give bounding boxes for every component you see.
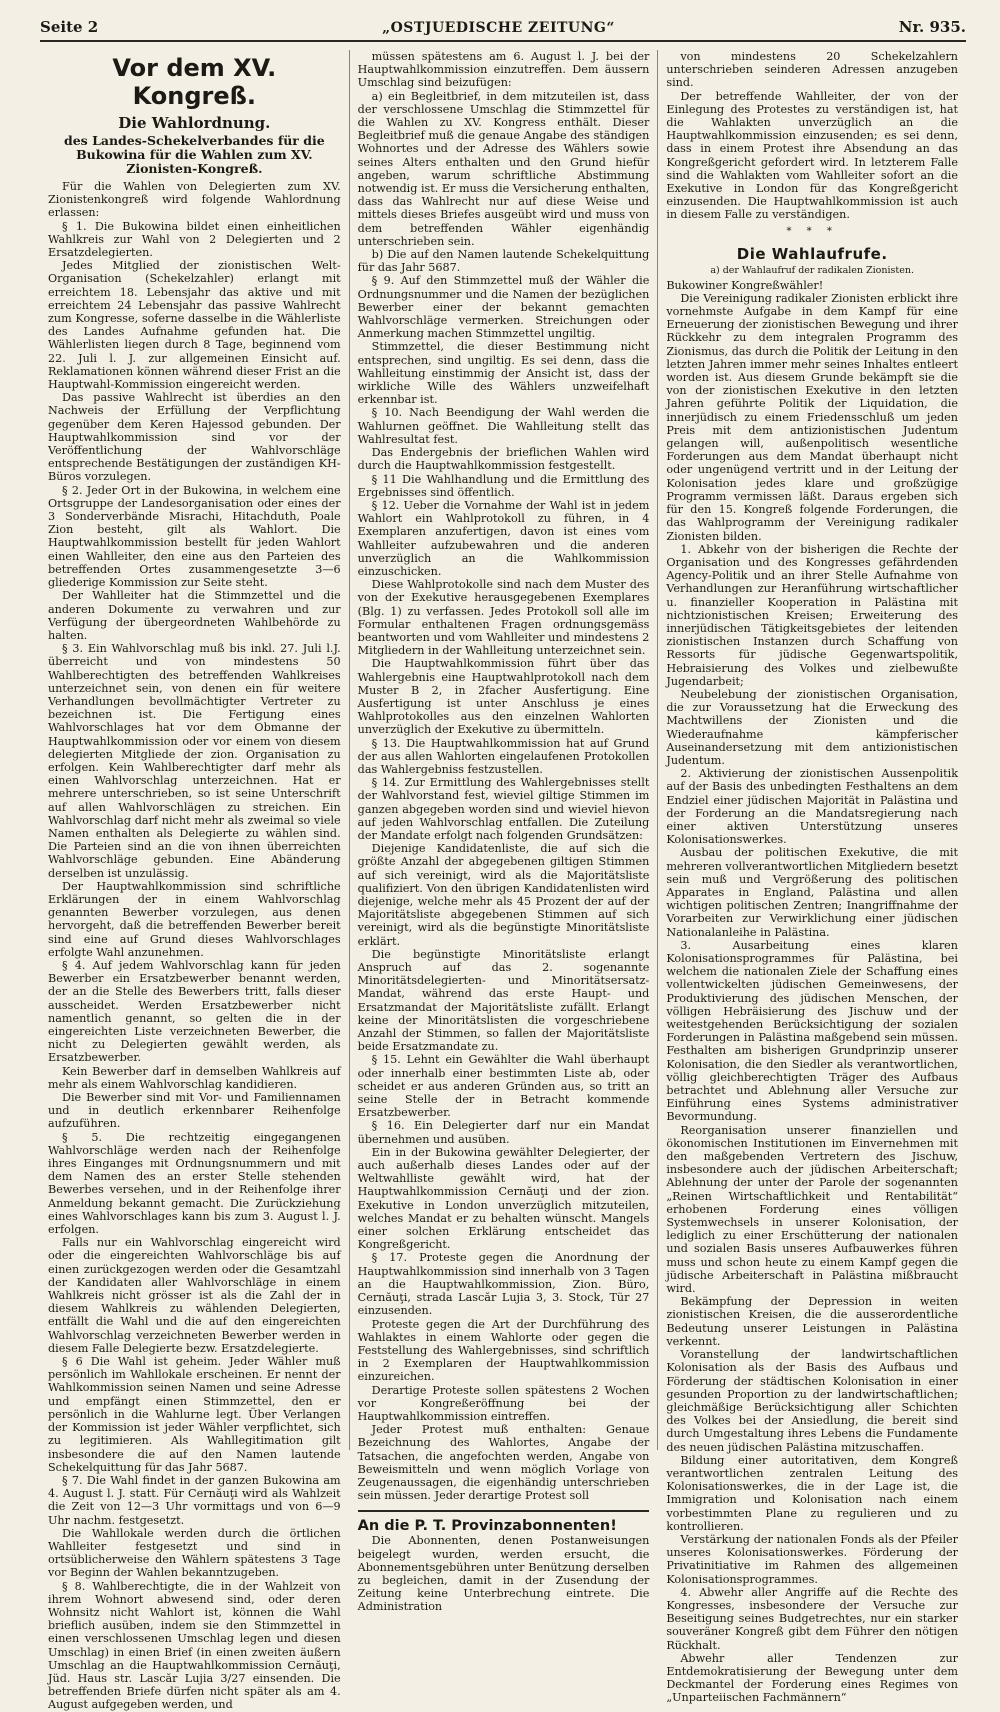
paragraph: Proteste gegen die Art der Durchführung des Wahlaktes in einem Wahlorte oder gegen die Feststellung des Wahlergebnisses, sind schriftlich in 2 Exemplaren der Hauptwahlkommission einzureichen. <box>357 1317 650 1384</box>
notice-title: An die P. T. Provinzabonnenten! <box>358 1510 650 1534</box>
paragraph: Bekämpfung der Depression in weiten zionistischen Kreisen, die die ausserordentliche Bedeutung unserer Leistungen in Palästina verkennt. <box>666 1295 958 1348</box>
paragraph: § 5. Die rechtzeitig eingegangenen Wahlvorschläge werden nach der Reihenfolge ihres Einganges mit Ordnungsnummern und mit dem Namen des an erster Stelle stehenden Bewerbes versehen, und in der Reihenfolge ihrer Anmeldung bekannt gemacht. Die Zurückziehung eines Wahlvorschlages kann bis zum 3. August l. J. erfolgen. <box>48 1130 341 1237</box>
paragraph: Stimmzettel, die dieser Bestimmung nicht entsprechen, sind ungiltig. Es sei denn, dass die Wahlleitung einstimmig der Ansicht ist, dass der wirkliche Wille des Wählers unzweifelhaft erkennbar ist. <box>357 340 650 407</box>
paragraph: Die begünstigte Minoritätsliste erlangt Anspruch auf das 2. sogenannte Minoritätsdelegierten- und Minoritätsersatz-Mandat, während das erste Haupt- und Ersatzmandat der Majoritätsliste zufällt. Erlangt keine der Minoritätslisten die vorgeschriebene Anzahl der Stimmen, so fallen der Majoritätsliste beide Ersatzmandate zu. <box>357 947 650 1054</box>
paragraph: Kein Bewerber darf in demselben Wahlkreis auf mehr als einem Wahlvorschlag kandidieren. <box>48 1064 341 1091</box>
newspaper-title: „OSTJUEDISCHE ZEITUNG“ <box>382 20 615 36</box>
section-subtitle: a) der Wahlaufruf der radikalen Zionisten. <box>710 264 914 276</box>
paragraph: von mindestens 20 Schekelzahlern unterschrieben seinderen Adressen anzugeben sind. <box>666 50 958 90</box>
paragraph: § 13. Die Hauptwahlkommission hat auf Grund der aus allen Wahlorten eingelaufenen Protokollen das Wahlergebniss festzustellen. <box>357 736 650 776</box>
paragraph: b) Die auf den Namen lautende Schekelquittung für das Jahr 5687. <box>357 248 650 275</box>
salutation: Bukowiner Kongreßwähler! <box>666 278 824 292</box>
paragraph: Derartige Proteste sollen spätestens 2 Wochen vor Kongreßeröffnung bei der Hauptwahlkommission eintreffen. <box>357 1383 650 1423</box>
paragraph: § 2. Jeder Ort in der Bukowina, in welchem eine Ortsgruppe der Landesorganisation oder eines der 3 Sonderverbände Misrachi, Hitachduth, Poale Zion besteht, gilt als Wahlort. Die Hauptwahlkommission bestellt für jeden Wahlort einen Wahlleiter, den eine aus den Parteien des betreffenden Ortes zusammengesetzte 3—6 gliederige Kommission zur Seite steht. <box>48 483 341 590</box>
paragraph: Das Endergebnis der brieflichen Wahlen wird durch die Hauptwahlkommission festgestellt. <box>357 446 650 473</box>
paragraph: 2. Aktivierung der zionistischen Aussenpolitik auf der Basis des unbedingten Festhaltens an dem Endziel einer jüdischen Majorität in Palästina und der Forderung an die Mandatsregierung nach einer aktiven Unterstützung unseres Kolonisationswerkes. <box>666 767 958 847</box>
paragraph: Abwehr aller Tendenzen zur Entdemokratisierung der Bewegung unter dem Deckmantel der Forderung eines Regimes von „Unparteiischen Fachmännern“ <box>666 1651 958 1705</box>
paragraph: § 3. Ein Wahlvorschlag muß bis inkl. 27. Juli l.J. überreicht und von mindestens 50 Wahlberechtigten des betreffenden Wahlkreises unterzeichnet sein, von denen ein für weitere Verhandlungen bevollmächtigter Vertreter zu bezeichnen ist. Die Fertigung eines Wahlvorschlages hat vor dem Obmanne der Hauptwahlkommission oder vor einem von diesem delegierten Mitgliede der zion. Organisation zu erfolgen. Kein Wahlberechtigter darf mehr als einen Wahlvorschlag unterzeichnen. Hat er mehrere unterschrieben, so ist seine Unterschrift auf allen Wahlvorschlägen zu streichen. Ein Wahlvorschlag darf nicht mehr als zweimal so viele Namen enthalten als Delegierte zu wählen sind. Die Parteien sind an die von ihnen überreichten Wahlvorschläge gebunden. Eine Abänderung derselben ist unzulässig. <box>48 642 341 880</box>
paragraph: § 6 Die Wahl ist geheim. Jeder Wähler muß persönlich im Wahllokale erscheinen. Er nennt der Wahlkommission seinen Namen und seine Adresse und empfängt einen Stimmzettel, den er persönlich in die Wahlurne legt. Über Verlangen der Kommission ist jeder Wähler verpflichtet, sich zu legitimieren. Als Wahllegitimation gilt insbesondere die auf den Namen lautende Schekelquittung für das Jahr 5687. <box>48 1355 341 1474</box>
columns <box>40 50 966 1712</box>
paragraph: Jedes Mitglied der zionistischen Welt-Organisation (Schekelzahler) erlangt mit erreichtem 18. Lebensjahr das aktive und mit erreichtem 24 Lebensjahr das passive Wahlrecht zum Kongresse, soferne dasselbe in die Wählerliste des Landes Aufnahme gefunden hat. Die Wählerlisten liegen durch 8 Tage, beginnend vom 22. Juli l. J. zur allgemeinen Einsicht auf. Reklamationen können während dieser Frist an die Hauptwahl-Kommission eingereicht werden. <box>48 259 341 392</box>
paragraph: Ausbau der politischen Exekutive, die mit mehreren vollverantwortlichen Mitgliedern besetzt sein muß und Vergrößerung des politischen Apparates in England, Palästina und allen wichtigen politischen Zentren; Inangriffnahme der Vorarbeiten zur Verwirklichung einer jüdischen Nationalanleihe in Palästina. <box>666 846 958 939</box>
column-1-body <box>48 180 341 1712</box>
article-subhead: des Landes-Schekelverbandes für die Bukowina für die Wahlen zum XV. Zionisten-Kongreß. <box>63 133 325 176</box>
section-title: Die Wahlaufrufe. <box>736 244 888 263</box>
article-title: Vor dem XV. Kongreß. <box>112 54 277 110</box>
paragraph: Ein in der Bukowina gewählter Delegierter, der auch außerhalb dieses Landes oder auf der Weltwahlliste gewählt wird, hat der Hauptwahlkommission Cernăuţi und der zion. Exekutive in London unverzüglich mitzuteilen, welches Mandat er zu behalten wünscht. Mangels einer solchen Erklärung entscheidet das Kongreßgericht. <box>357 1145 650 1252</box>
paragraph: Reorganisation unserer finanziellen und ökonomischen Institutionen im Einvernehmen mit den maßgebenden Vertretern des Jischuw, insbesondere auch der jüdischen Arbeiterschaft; Ablehnung der unter der Parole der sogenannten „Reinen Wirtschaftlichkeit und Rentabilität“ erhobenen Forderung eines völligen Systemwechsels in unserer Kolonisation, der lediglich zu einer Erschütterung der nationalen und sozialen Basis unseres Aufbauwerkes führen muss und schon heute zu einem Kampf gegen die jüdische Arbeiterschaft in Palästina mißbraucht wird. <box>666 1123 958 1296</box>
issue-number: Nr. 935. <box>898 18 966 36</box>
paragraph: § 1. Die Bukowina bildet einen einheitlichen Wahlkreis zur Wahl von 2 Delegierten und 2 Ersatzdelegierten. <box>48 219 341 260</box>
section-divider: * * * <box>786 225 838 237</box>
paragraph: Die Bewerber sind mit Vor- und Familiennamen und in deutlich erkennbarer Reihenfolge aufzuführen. <box>48 1091 341 1131</box>
paragraph: Jeder Protest muß enthalten: Genaue Bezeichnung des Wahlortes, Angabe der Tatsachen, die angefochten werden, Angabe von Beweismitteln und wenn möglich Vorlage von Zeugenaussagen, die eigenhändig unterschrieben sein müssen. Jeder derartige Protest soll <box>357 1423 650 1503</box>
paragraph: Der betreffende Wahlleiter, der von der Einlegung des Protestes zu verständigen ist, hat die Wahlakten unverzüglich an die Hauptwahlkommission einzusenden; es sei denn, dass in einem Protest ihre Absendung an das Kongreßgericht gefordert wird. In letzterem Falle sind die Wahlakten vom Wahlleiter sofort an die Exekutive in London für das Kongreßgericht einzusenden. Die Hauptwahlkommission ist auch in diesem Falle zu verständigen. <box>666 89 958 222</box>
page-header <box>40 18 966 42</box>
paragraph: a) ein Begleitbrief, in dem mitzuteilen ist, dass der verschlossene Umschlag die Stimmzettel für die Wahlen zu XV. Kongress enthält. Dieser Begleitbrief muß die genaue Angabe des ständigen Wohnortes und der Adresse des Wählers sowie seines Alters enthalten und den Grund hiefür angeben, warum schriftliche Abstimmung notwendig ist. Er muss die Versicherung enthalten, dass das Wahlrecht nur auf diese Weise und mittels dieses Briefes ausgeübt wird und muss von dem betreffenden Wähler eigenhändig unterschrieben sein. <box>357 89 650 248</box>
paragraph: Der Hauptwahlkommission sind schriftliche Erklärungen der in einem Wahlvorschlag genannten Bewerber vorzulegen, aus denen hervorgeht, daß die betreffenden Bewerber bereit sind eine auf Grund dieses Wahlvorschlages erfolgte Wahl anzunehmen. <box>48 879 341 959</box>
paragraph: Für die Wahlen von Delegierten zum XV. Zionistenkongreß wird folgende Wahlordnung erlassen: <box>48 180 341 220</box>
page-number: Seite 2 <box>40 18 99 36</box>
paragraph: § 12. Ueber die Vornahme der Wahl ist in jedem Wahlort ein Wahlprotokoll zu führen, in 4 Exemplaren anzufertigen, davon ist eines vom Wahlleiter aufzubewahren und die anderen unverzüglich an die Wahlkommission einzuschicken. <box>357 498 650 578</box>
column-1 <box>40 50 349 1712</box>
notice-text: Die Abonnenten, denen Postanweisungen beigelegt wurden, werden ersucht, die Abonnementsgebühren unter Benützung derselben zu begleichen, damit in der Zusendung der Zeitung keine Unterbrechung eintrete. Die Administration <box>357 1534 650 1614</box>
paragraph: Der Wahlleiter hat die Stimmzettel und die anderen Dokumente zu verwahren und zur Verfügung der übergeordneten Wahlbehörde zu halten. <box>48 589 341 642</box>
paragraph: § 10. Nach Beendigung der Wahl werden die Wahlurnen geöffnet. Die Wahlleitung stellt das Wahlresultat fest. <box>357 406 650 446</box>
paragraph: müssen spätestens am 6. August l. J. bei der Hauptwahlkommission einzutreffen. Dem äussern Umschlag sind beizufügen: <box>357 50 650 90</box>
article-subtitle: Die Wahlordnung. <box>118 114 271 132</box>
paragraph: Diese Wahlprotokolle sind nach dem Muster des von der Exekutive herausgegebenen Exemplares (Blg. 1) zu verfassen. Jedes Protokoll soll alle im Formular enthaltenen Fragen ordnungsgemäss beantworten und vom Wahlleiter und mindestens 2 Mitgliedern in der Wahlleitung unterzeichnet sein. <box>357 578 650 658</box>
paragraph: 3. Ausarbeitung eines klaren Kolonisationsprogrammes für Palästina, bei welchem die nationalen Ziele der Schaffung eines vollentwickelten jüdischen Gemeinwesens, der Produktivierung des jüdischen Menschen, der völligen Hebräisierung des Jischuw und der weitestgehenden Berücksichtigung der sozialen Forderungen in Palästina maßgebend sein müssen. Festhalten am bisherigen Grundprinzip unserer Kolonisation, die den Siedler als verantwortlichen, völlig gleichberechtigten Träger des Aufbaus betrachtet und Ablehnung aller Versuche zur Einführung eines Systems administrativer Bevormundung. <box>666 938 958 1124</box>
paragraph: § 17. Proteste gegen die Anordnung der Hauptwahlkommission sind innerhalb von 3 Tagen an die Hauptwahlkommission, Zion. Büro, Cernăuţi, strada Lascăr Lujia 3, 3. Stock, Tür 27 einzusenden. <box>357 1251 650 1318</box>
paragraph: § 8. Wahlberechtigte, die in der Wahlzeit von ihrem Wohnort abwesend sind, oder deren Wohnsitz nicht Wahlort ist, können die Wahl brieflich ausüben, indem sie den Stimmzettel in einen verschlossenen Umschlag legen und diesen Umschlag) in einen Brief (in einen zweiten äußern Umschlag an die Hauptwahlkommission Cernăuţi, Jüd. Haus str. Lascăr Lujia 3/27 einsenden. Die betreffenden Briefe dürfen nicht später als am 4. August aufgegeben werden, und <box>48 1579 341 1712</box>
paragraph: § 15. Lehnt ein Gewählter die Wahl überhaupt oder innerhalb einer bestimmten Liste ab, oder scheidet er aus anderen Gründen aus, so tritt an seine Stelle der in Betracht kommende Ersatzbewerber. <box>357 1053 650 1120</box>
paragraph: Diejenige Kandidatenliste, die auf sich die größte Anzahl der abgegebenen giltigen Stimmen auf sich vereinigt, wird als die Majoritätsliste qualifiziert. Von den übrigen Kandidatenlisten wird diejenige, welche mehr als 45 Prozent der auf der Majoritätsliste abgegebenen Stimmen auf sich vereinigt, wird als die begünstigte Minoritätsliste erklärt. <box>357 842 650 948</box>
paragraph: 4. Abwehr aller Angriffe auf die Rechte des Kongresses, insbesondere der Versuche zur Beseitigung seines Budgetrechtes, nur ein starker souveräner Kongreß gibt dem Führer den nötigen Rückhalt. <box>666 1585 958 1652</box>
paragraph: § 11 Die Wahlhandlung und die Ermittlung des Ergebnisses sind öffentlich. <box>357 472 650 499</box>
paragraph: § 16. Ein Delegierter darf nur ein Mandat übernehmen und ausüben. <box>357 1119 650 1146</box>
paragraph: § 14. Zur Ermittlung des Wahlergebnisses stellt der Wahlvorstand fest, wieviel giltige Stimmen im ganzen abgegeben worden sind und wieviel hievon auf jeden Wahlvorschlag entfallen. Die Zuteilung der Mandate erfolgt nach folgenden Grundsätzen: <box>357 776 650 842</box>
paragraph: Die Wahllokale werden durch die örtlichen Wahlleiter festgesetzt und sind in ortsüblicherweise den Wählern spätestens 3 Tage vor Beginn der Wahlen bekanntzugeben. <box>48 1526 341 1580</box>
column-2 <box>349 50 658 1614</box>
paragraph: § 4. Auf jedem Wahlvorschlag kann für jeden Bewerber ein Ersatzbewerber benannt werden, der an die Stelle des Bewerbers tritt, falls dieser ausscheidet. Werden Ersatzbewerber nicht namentlich genannt, so gelten die in der eingereichten Liste verzeichneten Bewerber, die nicht zu Delegierten gewählt werden, als Ersatzbewerber. <box>48 958 341 1065</box>
paragraph: Die Hauptwahlkommission führt über das Wahlergebnis eine Hauptwahlprotokoll nach dem Muster B 2, in 2facher Ausfertigung. Eine Ausfertigung ist unter Anschluss je eines Wahlprotokolles aus den einzelnen Wahlorten unverzüglich der Exekutive zu übermitteln. <box>357 657 650 737</box>
column-2-body <box>358 50 650 1502</box>
paragraph: 1. Abkehr von der bisherigen die Rechte der Organisation und des Kongresses gefährdenden Agency-Politik und an ihrer Stelle Aufnahme von Verhandlungen zur Heranführung wirtschaftlicher u. finanzieller Kooperation in Palästina mit nichtzionistischen Kreisen; Erweiterung des innerjüdischen Tätigkeitsgebietes der leitenden zionistischen Instanzen durch Schaffung von Ressorts für jüdische Gegenwartspolitik, Hebraisierung des Volkes und zielbewußte Jugendarbeit; <box>666 542 958 688</box>
paragraph: Die Vereinigung radikaler Zionisten erblickt ihre vornehmste Aufgabe in dem Kampf für eine Erneuerung der zionistischen Bewegung und ihrer Rückkehr zu dem integralen Programm des Zionismus, das durch die Politik der Leitung in den letzten Jahren immer mehr seines Inhaltes entleert worden ist. Aus diesem Grunde bekämpft sie die von der zionistischen Exekutive in den letzten Jahren geführte Politik der Liquidation, die innerjüdisch zu einem Friedensschluß um jeden Preis mit dem antizionistischen Judentum gelangen will, außenpolitisch wesentliche Forderungen aus dem Mandat überhaupt nicht oder ungenügend vertritt und in der Leitung der Kolonisation jedes klare und großzügige Programm vermissen läßt. Daraus ergeben sich für den 15. Kongreß folgende Forderungen, die das Wahlprogramm der Vereinigung radikaler Zionisten bilden. <box>666 291 958 543</box>
paragraph: Falls nur ein Wahlvorschlag eingereicht wird oder die eingereichten Wahlvorschläge bis auf einen zurückgezogen werden oder die Gesamtzahl der Kandidaten aller Wahlvorschläge in einem Wahlkreis nicht grösser ist als die Zahl der in diesem Wahlkreis zu wählenden Delegierten, entfällt die Wahl und die auf den eingereichten Wahlvorschlag verzeichneten Bewerber werden in diesem Falle Delegierte bezw. Ersatzdelegierte. <box>48 1236 341 1355</box>
paragraph: Voranstellung der landwirtschaftlichen Kolonisation als der Basis des Aufbaus und Förderung der städtischen Kolonisation in einer gesunden Proportion zu der landwirtschaftlichen; gleichmäßige Berücksichtigung aller Schichten des Volkes bei der Ansiedlung, die bereit sind durch Umgestaltung ihres Lebens die Fundamente des neuen jüdischen Palästina mitzuschaffen. <box>666 1348 958 1454</box>
column-3-body-a <box>666 50 958 222</box>
paragraph: § 7. Die Wahl findet in der ganzen Bukowina am 4. August l. J. statt. Für Cernăuţi wird als Wahlzeit die Zeit von 12—3 Uhr vormittags und von 6—9 Uhr nachm. festgesetzt. <box>48 1473 341 1527</box>
paragraph: Neubelebung der zionistischen Organisation, die zur Voraussetzung hat die Erweckung des Machtwillens der Zionisten und die Wiederaufnahme kämpferischer Auseinandersetzung mit dem antizionistischen Judentum. <box>666 687 958 767</box>
paragraph: Bildung einer autoritativen, dem Kongreß verantwortlichen zentralen Leitung des Kolonisationswerkes, die in der Lage ist, die Immigration und Kolonisation nach einem vorbestimmten Plane zu regulieren und zu kontrollieren. <box>666 1453 958 1533</box>
column-3-body-b <box>666 292 958 1705</box>
paragraph: Verstärkung der nationalen Fonds als der Pfeiler unseres Kolonisationswerkes. Förderung der Privatinitiative im Rahmen des allgemeinen Kolonisationsprogrammes. <box>666 1532 958 1586</box>
column-3 <box>657 50 966 1705</box>
paragraph: Das passive Wahlrecht ist überdies an den Nachweis der Erfüllung der Verpflichtung gegenüber dem Keren Hajessod gebunden. Der Hauptwahlkommission sind vor der Veröffentlichung der Wahlvorschläge entsprechende Bestätigungen der zuständigen KH-Büros vorzulegen. <box>48 391 341 484</box>
paragraph: § 9. Auf den Stimmzettel muß der Wähler die Ordnungsnummer und die Namen der bezüglichen Bewerber einer der bekannt gemachten Wahlvorschläge vermerken. Streichungen oder Anmerkung machen Stimmzettel ungiltig. <box>357 274 650 341</box>
